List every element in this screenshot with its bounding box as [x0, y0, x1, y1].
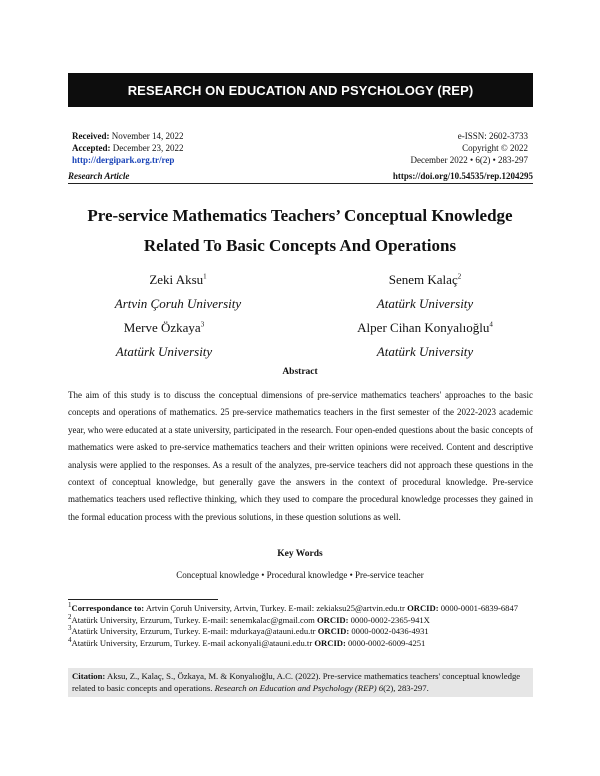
paper-title-line-2: Related To Basic Concepts And Operations [143, 236, 457, 255]
abstract-text: The aim of this study is to discuss the conceptual dimensions of pre-service mathematics teachers' approaches to the basic concepts and operations of mathematics. 25 pre-service mathematics teachers in the first semester of the 2022-2023 academic year, who were educated at a state university, participated in the research. Four open-ended questions about the basic concepts of mathematics were asked to pre-service mathematics teachers and their written opinions were received. Content and descriptive analysis were applied to the responses. As a result of the analyzes, pre-service teachers did not approach these questions in the context of conceptual knowledge, but generally gave the answers in the context of procedural knowledge. Pre-service mathematics teachers used reflective thinking, which they used to compare the procedural knowledge processes they gained in the formal education process with the previous solutions, in these question solutions as well. [68, 390, 533, 522]
footnote-sup: 2 [68, 612, 72, 621]
orcid-label: ORCID: [317, 626, 350, 637]
orcid-id: 0000-0002-2365-941X [348, 614, 430, 625]
author-affiliation: Artvin Çoruh University [114, 296, 242, 311]
orcid-id: 0000-0002-0436-4931 [349, 626, 429, 637]
accepted-label: Accepted: [72, 143, 111, 153]
paper-title-line-1: Pre-service Mathematics Teachers’ Conceptual Knowledge [87, 206, 513, 225]
author-name: Alper Cihan Konyalıoğlu [357, 320, 490, 335]
orcid-label: ORCID: [407, 603, 439, 613]
footnote-3 [68, 626, 533, 638]
footnote-2 [68, 612, 533, 627]
article-type: Research Article [68, 171, 130, 181]
journal-title: RESEARCH ON EDUCATION AND PSYCHOLOGY (REP) [127, 82, 474, 98]
author-2 [325, 272, 525, 312]
orcid-label: ORCID: [314, 637, 346, 648]
citation-text: Aksu, Z., Kalaç, S., Özkaya, M. & Konyalıoğlu, A.C. (2022). Pre-service mathematics teachers' conceptual knowledge related to basic concepts and operations. [72, 671, 521, 693]
copyright: Copyright © 2022 [462, 143, 528, 153]
orcid-label: ORCID: [316, 614, 349, 625]
eissn: e-ISSN: 2602-3733 [457, 131, 528, 141]
author-name: Senem Kalaç [388, 272, 458, 287]
orcid-id: 0000-0001-6839-6847 [438, 603, 519, 613]
accepted-date: December 23, 2022 [112, 143, 184, 153]
doi-link[interactable]: https://doi.org/10.54535/rep.1204295 [392, 171, 533, 181]
article-info-row [68, 171, 533, 184]
author-sup: 2 [457, 272, 462, 281]
orcid-id: 0000-0002-6009-4251 [345, 637, 426, 648]
author-name: Zeki Aksu [149, 272, 204, 287]
author-affiliation: Atatürk University [115, 344, 213, 359]
footnote-text: Artvin Çoruh University, Artvin, Turkey. E-mail: zekiaksu25@artvin.edu.tr [144, 603, 408, 613]
author-affiliation: Atatürk University [376, 296, 474, 311]
citation-box [68, 668, 533, 697]
journal-banner [68, 73, 533, 107]
citation-pages: (2), 283-297. [383, 682, 429, 693]
abstract-heading: Abstract [282, 367, 318, 377]
footnote-sup: 4 [68, 635, 72, 644]
issue-info: December 2022 • 6(2) • 283-297 [410, 155, 528, 165]
footnote-divider [68, 599, 218, 600]
footnote-1 [68, 603, 533, 615]
citation-label: Citation: [72, 671, 106, 681]
keywords-text: Conceptual knowledge • Procedural knowledge • Pre-service teacher [176, 570, 424, 580]
received-date: November 14, 2022 [111, 131, 184, 141]
author-sup: 1 [203, 272, 207, 281]
footnote-text: Atatürk University, Erzurum, Turkey. E-mail: mdurkaya@atauni.edu.tr [71, 626, 318, 637]
footnotes [68, 603, 533, 649]
footnote-4 [68, 635, 533, 650]
author-4 [325, 320, 525, 360]
footnote-text: Atatürk University, Erzurum, Turkey. E-mail: senemkalac@gmail.com [71, 614, 317, 625]
footnote-text: Atatürk University, Erzurum, Turkey. E-mail ackonyali@atauni.edu.tr [71, 637, 315, 648]
author-sup: 3 [200, 320, 205, 329]
received-label: Received: [72, 131, 110, 141]
citation-volume: 6 [376, 682, 384, 693]
author-1 [78, 272, 278, 312]
author-3 [64, 320, 264, 360]
footnote-sup: 3 [68, 624, 72, 633]
footnote-sup: 1 [68, 601, 72, 610]
author-affiliation: Atatürk University [376, 344, 474, 359]
correspondence-label: Correspondance to: [71, 603, 145, 613]
journal-link[interactable]: http://dergipark.org.tr/rep [72, 155, 175, 165]
publication-info [410, 130, 528, 166]
keywords-heading: Key Words [277, 549, 323, 559]
author-sup: 4 [489, 320, 493, 329]
submission-dates [72, 130, 183, 166]
author-name: Merve Özkaya [123, 320, 201, 335]
citation-journal: Research on Education and Psychology (REP) [214, 682, 377, 693]
